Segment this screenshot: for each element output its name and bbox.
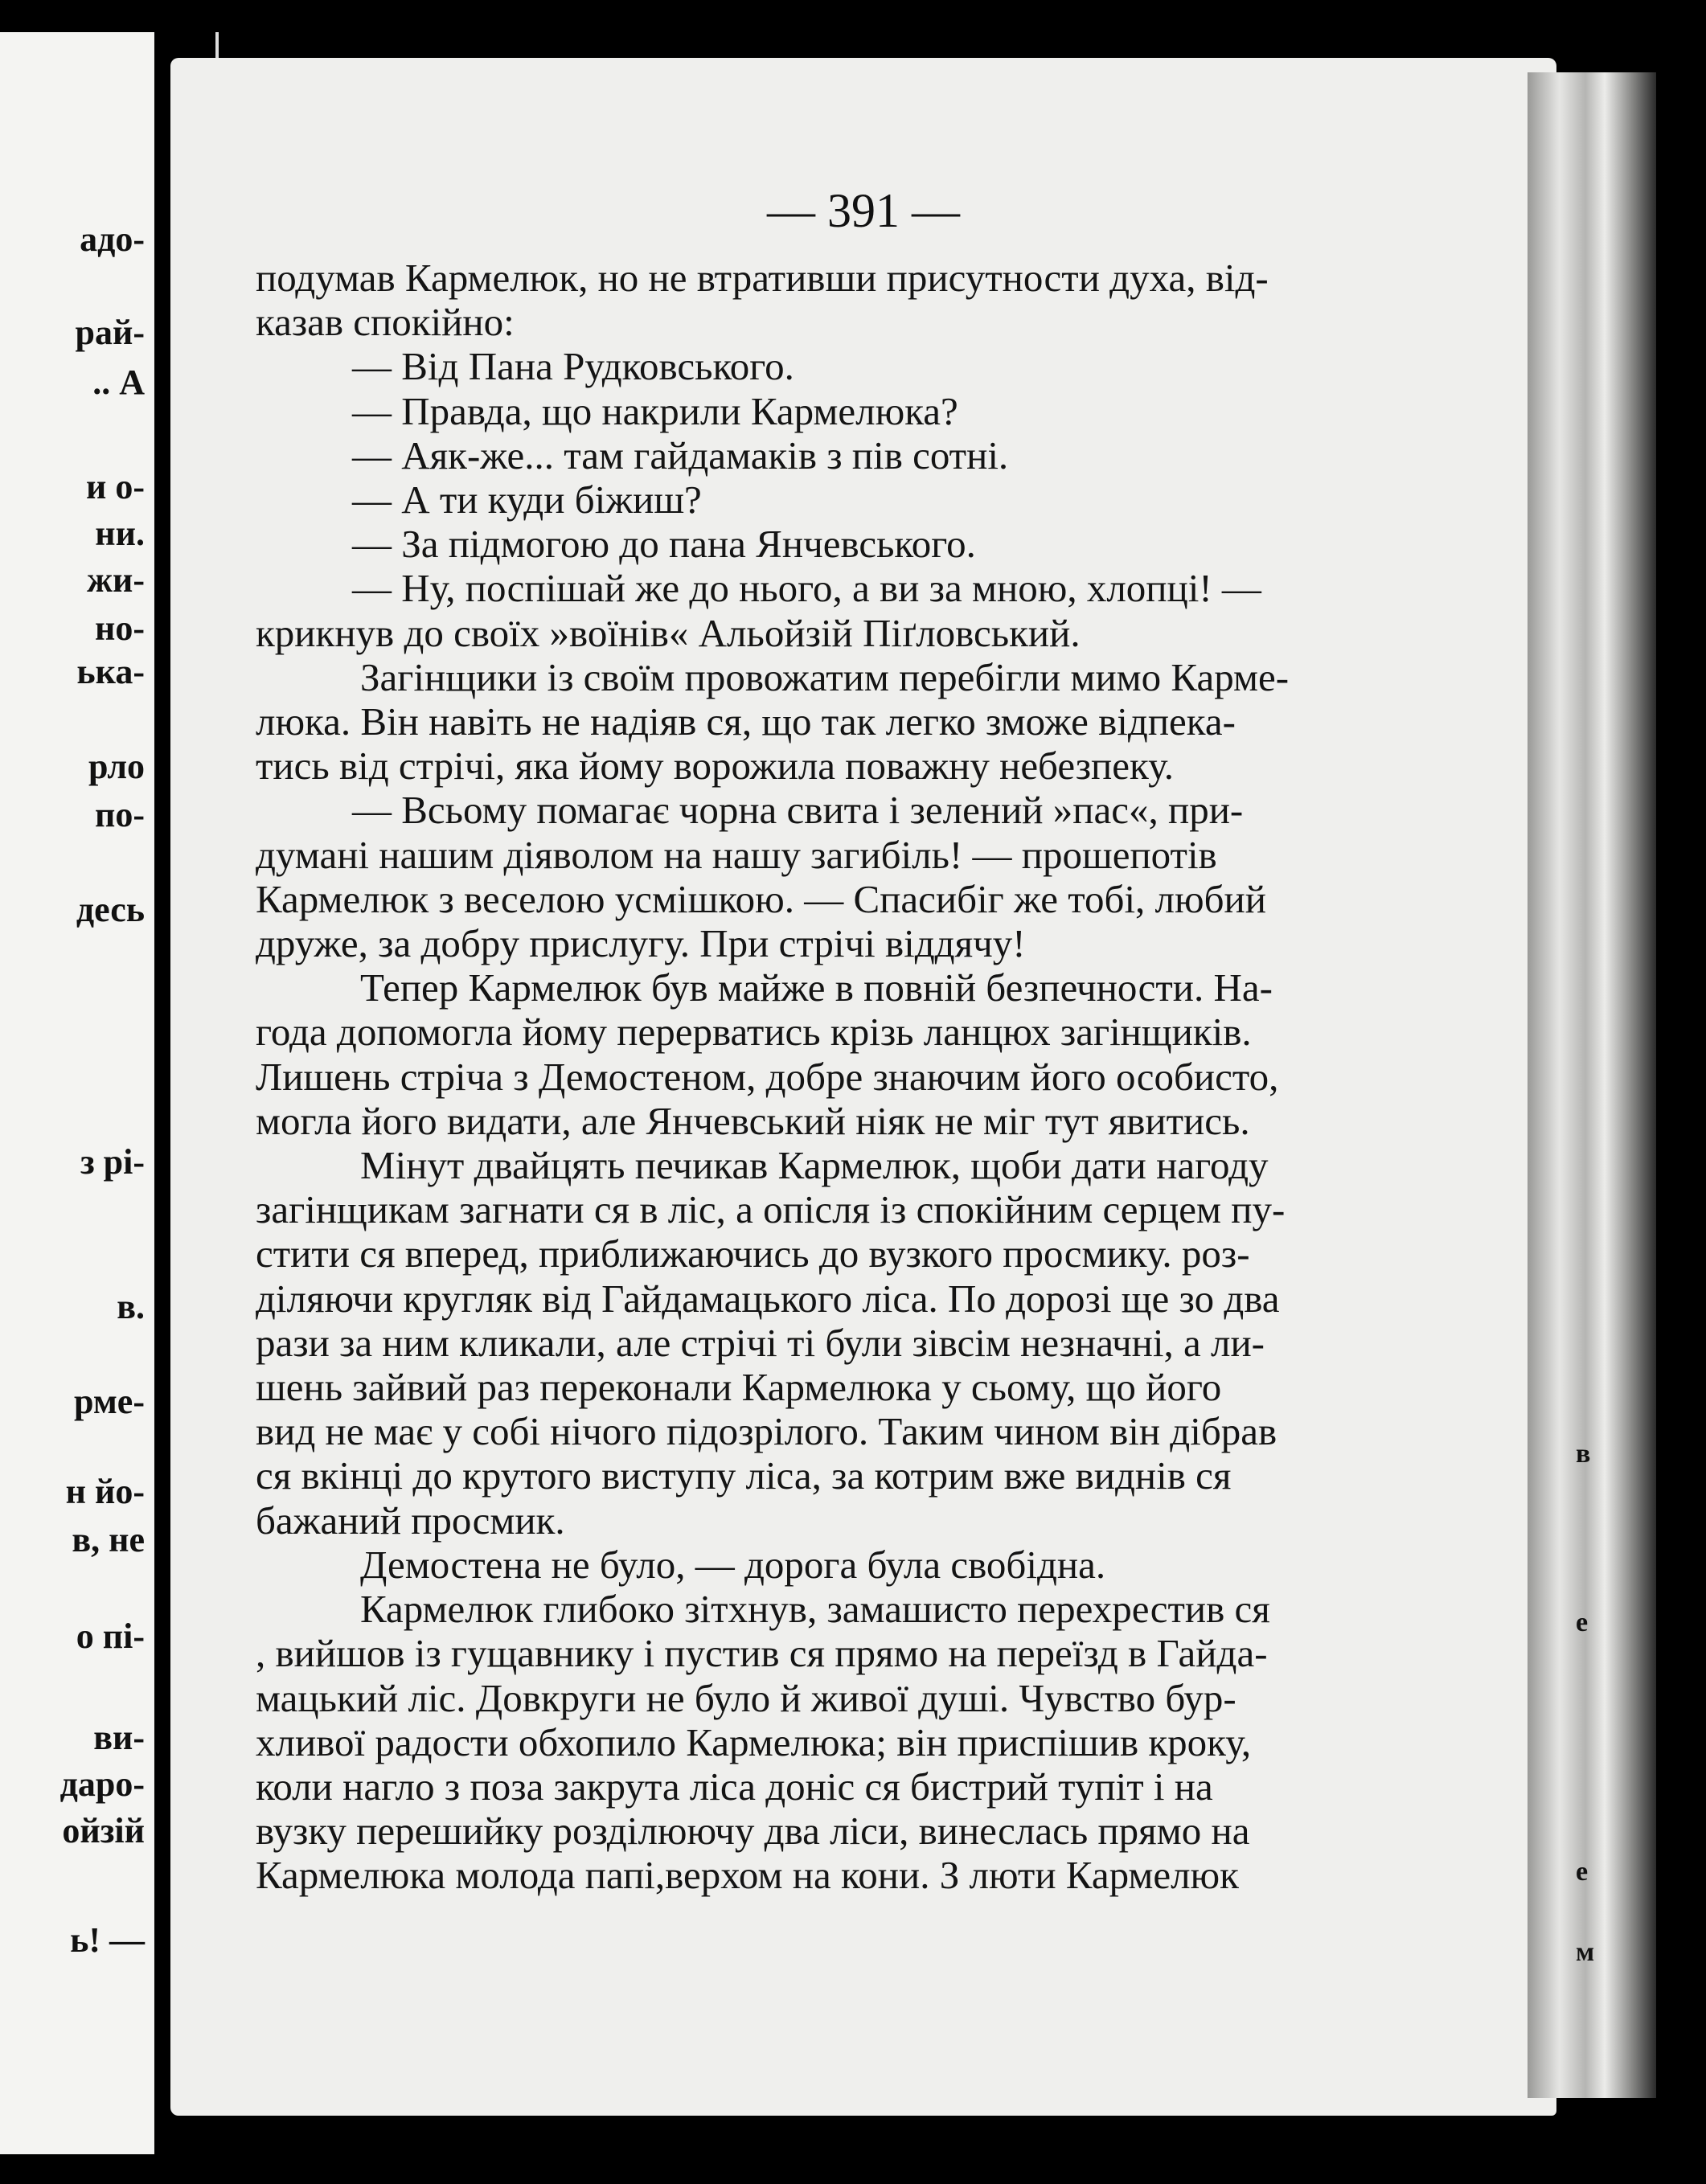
left-line-fragment: в. <box>117 1287 145 1326</box>
left-line-fragment: и о- <box>85 467 145 506</box>
edge-mark: м <box>1576 1937 1595 1967</box>
text-line: подумав Кармелюк, но не втративши присутности духа, від- <box>256 256 1269 300</box>
text-line: друже, за добру прислугу. При стрічі віддячу! <box>256 921 1026 966</box>
text-line: казав спокійно: <box>256 300 515 345</box>
text-line: вузку перешийку розділюючу два ліси, винеслась прямо на <box>256 1809 1250 1854</box>
text-line: крикнув до своїх »воїнів« Альойзій Піґловський. <box>256 610 1081 655</box>
text-line: Тепер Кармелюк був майже в повній безпечности. На- <box>360 965 1273 1010</box>
text-line: мацький ліс. Довкруги не було й живої душі. Чувство бур- <box>256 1675 1236 1720</box>
left-line-fragment: в, не <box>72 1520 145 1559</box>
left-line-fragment: рме- <box>74 1382 145 1421</box>
text-line: бажаний просмик. <box>256 1498 565 1543</box>
body-text <box>256 256 1462 1898</box>
left-line-fragment: з рі- <box>80 1142 145 1182</box>
text-line: думані нашим діяволом на нашу загибіль! — прошепотів <box>256 832 1217 877</box>
text-line: хливої радости обхопило Кармелюка; він приспішив кроку, <box>256 1719 1252 1764</box>
left-line-fragment: десь <box>76 890 145 929</box>
left-line-fragment: рло <box>88 747 145 786</box>
left-line-fragment: ви- <box>93 1718 145 1757</box>
left-page-fragment <box>0 32 154 2154</box>
left-line-fragment: рай- <box>75 313 145 352</box>
text-line: Загінщики із своїм провожатим перебігли мимо Карме- <box>360 654 1290 699</box>
text-line: — Від Пана Рудковського. <box>352 344 794 389</box>
edge-mark: е <box>1576 1857 1589 1887</box>
text-line: стити ся вперед, приближаючись до вузкого просмику. роз- <box>256 1231 1250 1276</box>
text-line: тись від стрічі, яка йому ворожила поважну небезпеку. <box>256 744 1174 789</box>
text-line: могла його видати, але Янчевський ніяк не міг тут явитись. <box>256 1098 1250 1143</box>
text-line: шень зайвий раз переконали Кармелюка у сьому, що його <box>256 1365 1222 1410</box>
text-line: года допомогла йому перерватись крізь ланцюх загінщиків. <box>256 1010 1252 1055</box>
left-line-fragment: ь! — <box>70 1920 145 1960</box>
left-line-fragment: ька- <box>76 652 145 691</box>
text-line: Мінут двайцять печикав Кармелюк, щоби дати нагоду <box>360 1143 1269 1188</box>
left-line-fragment: жи- <box>87 560 145 600</box>
left-line-fragment: ойзій <box>62 1811 145 1850</box>
page-number: — 391 — <box>767 184 960 237</box>
text-line: — Ну, поспішай же до нього, а ви за мною, хлопці! — <box>352 566 1261 611</box>
left-line-fragment: .. А <box>92 363 145 402</box>
text-line: Кармелюк з веселою усмішкою. — Спасибіг же тобі, любий <box>256 876 1266 921</box>
text-line: ся вкінці до крутого виступу ліса, за котрим вже виднів ся <box>256 1453 1232 1498</box>
text-line: — Аяк-же... там гайдамаків з пів сотні. <box>352 432 1009 477</box>
text-line: рази за ним кликали, але стрічі ті були зівсім незначні, а ли- <box>256 1320 1265 1365</box>
left-line-fragment: но- <box>94 608 145 648</box>
left-line-fragment: даро- <box>59 1764 145 1804</box>
left-line-fragment: по- <box>94 795 145 834</box>
left-line-fragment: н йо- <box>65 1472 145 1511</box>
left-line-fragment: адо- <box>80 219 145 259</box>
text-line: загінщикам загнати ся в ліс, а опісля із спокійним серцем пу- <box>256 1187 1286 1232</box>
left-line-fragment: ни. <box>95 514 145 553</box>
page-edge <box>1528 72 1656 2098</box>
text-line: Лишень стріча з Демостеном, добре знаючим його особисто, <box>256 1054 1279 1099</box>
text-line: , вийшов із гущавнику і пустив ся прямо на переїзд в Гайда- <box>256 1631 1268 1676</box>
text-line: діляючи кругляк від Гайдамацького ліса. По дорозі ще зо два <box>256 1276 1280 1321</box>
text-line: — Правда, що накрили Кармелюка? <box>352 388 958 433</box>
text-line: — За підмогою до пана Янчевського. <box>352 522 976 567</box>
left-line-fragment: о пі- <box>76 1616 145 1656</box>
text-line: Демостена не було, — дорога була свобідна. <box>360 1542 1106 1587</box>
text-line: коли нагло з поза закрута ліса доніс ся бистрий тупіт і на <box>256 1764 1213 1809</box>
text-line: — А ти куди біжиш? <box>352 477 702 522</box>
text-line: — Всьому помагає чорна свита і зелений »пас«, при- <box>352 788 1244 833</box>
edge-mark: е <box>1576 1608 1589 1637</box>
edge-mark: в <box>1576 1439 1591 1469</box>
text-line: Кармелюк глибоко зітхнув, замашисто перехрестив ся <box>360 1587 1270 1632</box>
text-line: люка. Він навіть не надіяв ся, що так легко зможе відпека- <box>256 699 1236 744</box>
text-line: вид не має у собі нічого підозрілого. Таким чином він дібрав <box>256 1409 1277 1454</box>
text-line: Кармелюка молода папі,верхом на кони. З люти Кармелюк <box>256 1853 1239 1898</box>
